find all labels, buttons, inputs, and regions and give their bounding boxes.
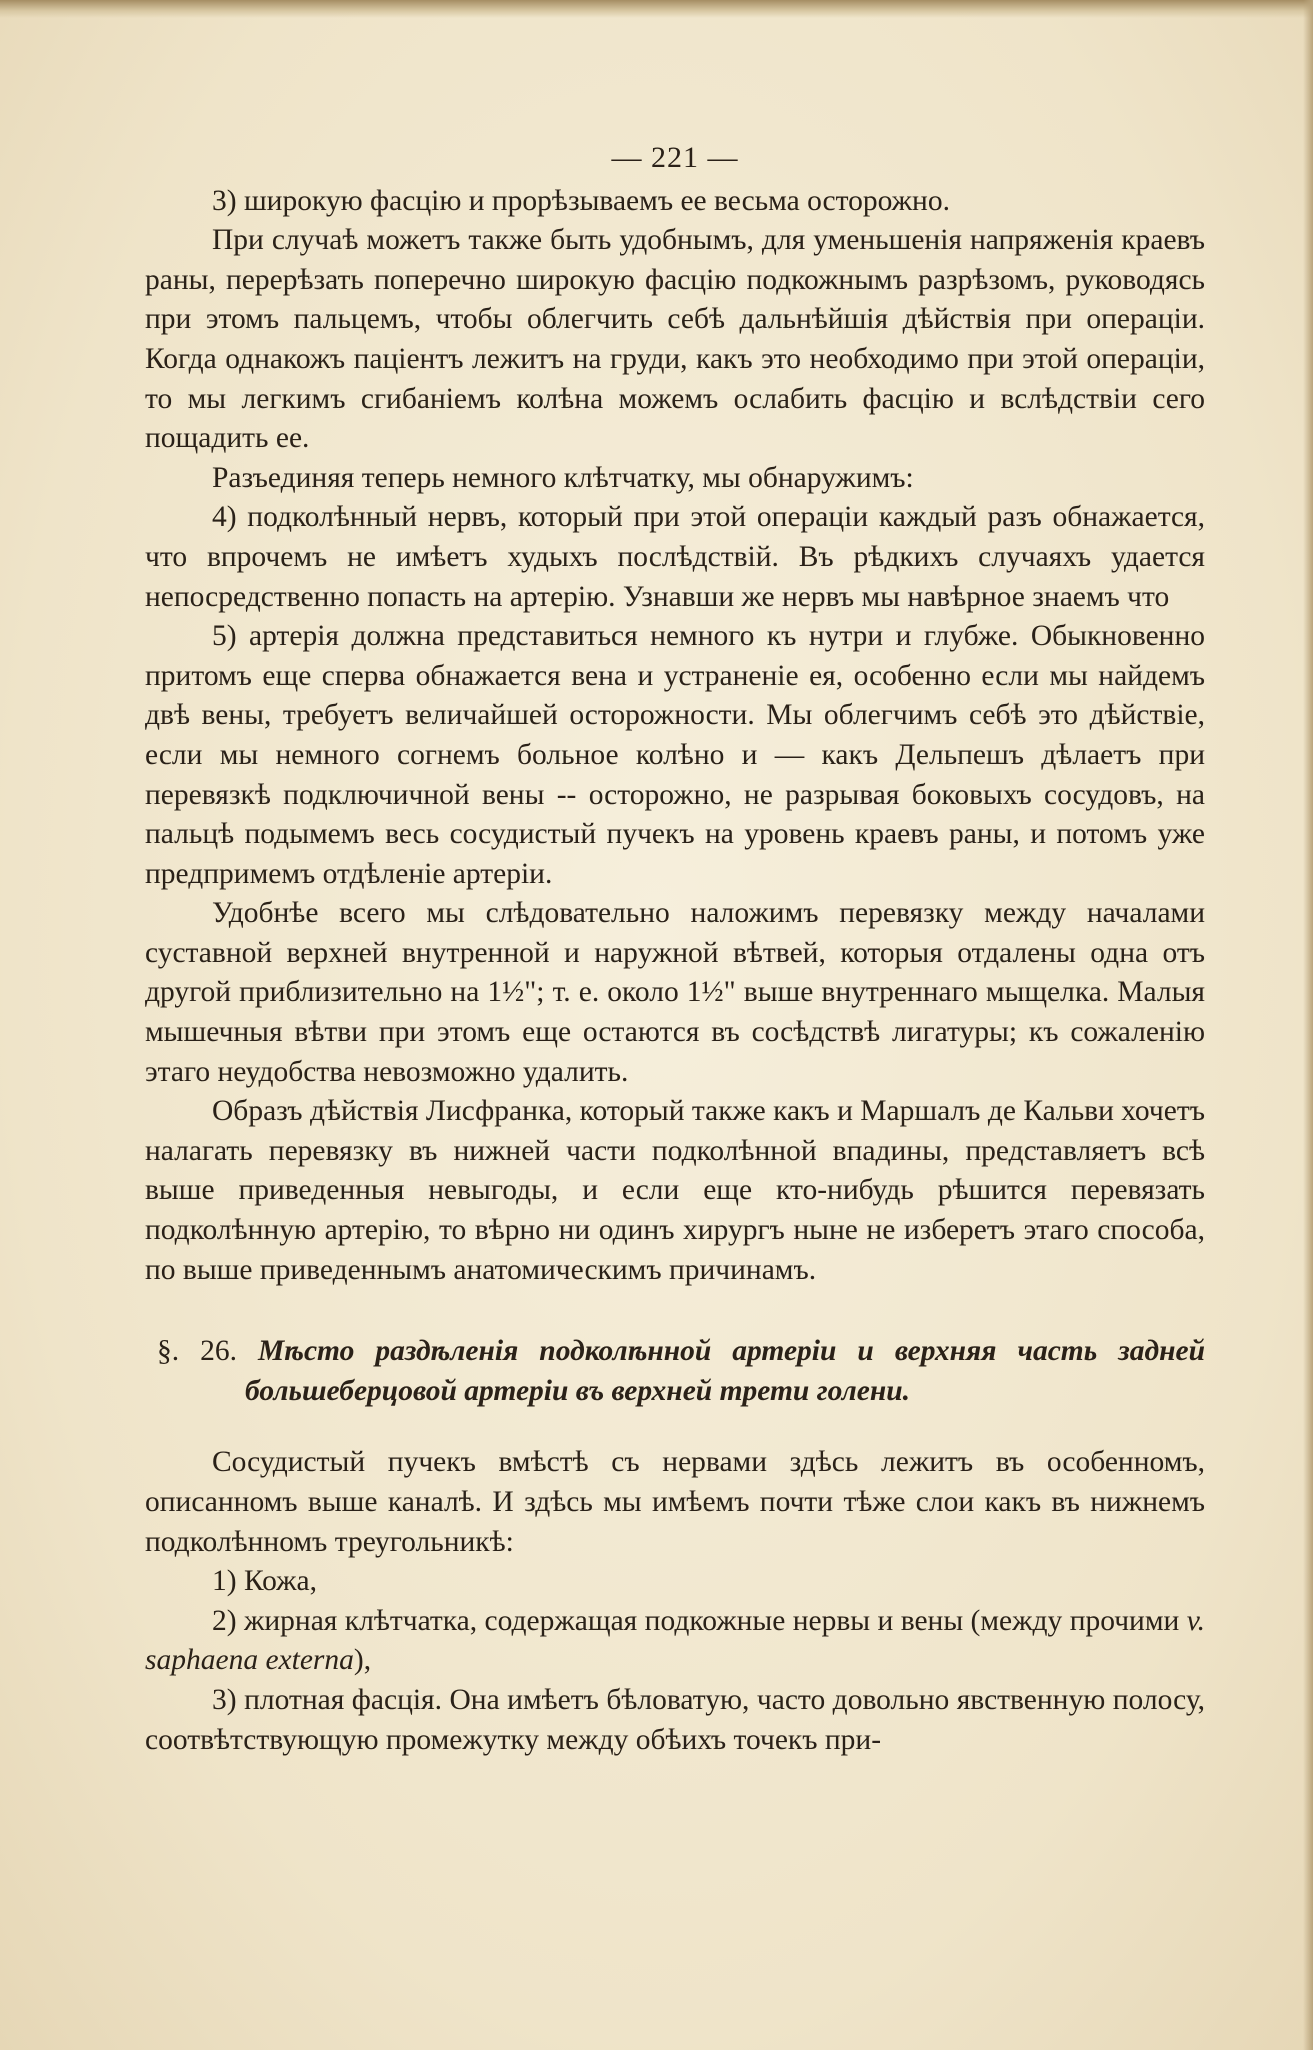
paragraph: Образъ дѣйствія Лисфранка, который также какъ и Маршалъ де Кальви хочетъ налагать перевязку въ нижней части подколѣнной впадины, представляетъ всѣ выше приведенныя невыгоды, и если еще кто-нибудь рѣшится перевязать подколѣнную артерію, то вѣрно ни одинъ хирургъ ныне не изберетъ этаго способа, по выше приведеннымъ анатомическимъ причинамъ. — [145, 1095, 1205, 1286]
paragraph: 5) артерія должна представиться немного къ нутри и глубже. Обыкновенно притомъ еще сперва обнажается вена и устраненіе ея, особенно если мы найдемъ двѣ вены, требуетъ величайшей осторожности. Мы облегчимъ себѣ это дѣйствіе, если мы немного согнемъ больное колѣно и — какъ Дельпешъ дѣлаетъ при перевязкѣ подключичной вены -- осторожно, не разрывая боковыхъ сосудовъ, на пальцѣ подымемъ весь сосудистый пучекъ на уровень краевъ раны, и потомъ уже предпримемъ отдѣленіе артеріи. — [145, 620, 1205, 890]
page-top-edge — [0, 0, 1313, 18]
paragraph: Разъединяя теперь немного клѣтчатку, мы обнаружимъ: — [212, 461, 914, 494]
section-number: §. 26. — [157, 1335, 238, 1368]
paragraph: 3) плотная фасція. Она имѣетъ бѣловатую, часто довольно явственную полосу, соотвѣтствующую промежутку между обѣихъ точекъ при- — [145, 1683, 1205, 1756]
paragraph: Удобнѣе всего мы слѣдовательно наложимъ перевязку между началами суставной верхней внутренной и наружной вѣтвей, которыя отдалены одна отъ другой приблизительно на 1½"; т. е. около 1½" выше внутреннаго мыщелка. Малыя мышечныя вѣтви при этомъ еще остаются въ сосѣдствѣ лигатуры; къ сожаленію этаго неудобства невозможно удалить. — [145, 897, 1205, 1088]
section-heading — [145, 1332, 1205, 1411]
paragraph: 3) широкую фасцію и прорѣзываемъ ее весьма осторожно. — [212, 184, 950, 217]
paragraph — [145, 1602, 1205, 1681]
section-title: Мѣсто раздѣленія подколѣнной артеріи и верхняя часть задней большеберцовой артеріи въ верхней трети голени. — [245, 1335, 1205, 1407]
paragraph: 1) Кожа, — [212, 1565, 318, 1598]
paragraph: 4) подколѣнный нервъ, который при этой операціи каждый разъ обнажается, что впрочемъ не имѣетъ худыхъ послѣдствій. Въ рѣдкихъ случаяхъ удается непосредственно попасть на артерію. Узнавши же нервъ мы навѣрное знаемъ что — [145, 501, 1205, 613]
latin-term: v. saphaena externa — [145, 1604, 1205, 1677]
page-right-edge — [1303, 0, 1313, 2050]
paragraph: Сосудистый пучекъ вмѣстѣ съ нервами здѣсь лежитъ въ особенномъ, описанномъ выше каналѣ. И здѣсь мы имѣемъ почти тѣже слои какъ въ нижнемъ подколѣнномъ треугольникѣ: — [145, 1446, 1205, 1558]
paragraph-text: 2) жирная клѣтчатка, содержащая подкожные нервы и вены (между прочими — [212, 1604, 1187, 1637]
page-number: — 221 — — [611, 141, 739, 174]
paragraph-text: ), — [353, 1644, 372, 1677]
paragraph: При случаѣ можетъ также быть удобнымъ, для уменьшенія напряженія краевъ раны, перерѣзать поперечно широкую фасцію подкожнымъ разрѣзомъ, руководясь при этомъ пальцемъ, чтобы облегчить себѣ дальнѣйшія дѣйствія при операціи. Когда однакожъ паціентъ лежитъ на груди, какъ это необходимо при этой операціи, то мы легкимъ сгибаніемъ колѣна можемъ ослабить фасцію и вслѣдствіи сего пощадить ее. — [145, 224, 1205, 455]
page-text — [145, 138, 1205, 1760]
